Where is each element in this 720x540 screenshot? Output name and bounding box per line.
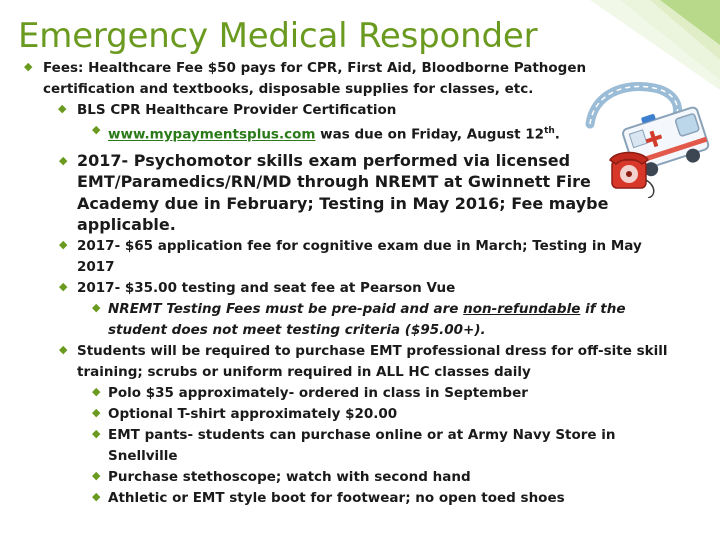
arrow-bullet-icon: ◆ <box>92 426 101 440</box>
arrow-bullet-icon: ◆ <box>59 342 68 356</box>
list-item-pearson: ◆ 2017- $35.00 testing and seat fee at Pearson Vue <box>59 279 456 296</box>
list-item-dress: ◆ Students will be required to purchase EMT professional dress for off-site skill training; scrubs or uniform required in ALL HC classes daily <box>59 342 668 380</box>
slide-content <box>22 58 677 509</box>
list-item-stethoscope: ◆ Purchase stethoscope; watch with second hand <box>92 468 471 485</box>
arrow-bullet-icon: ◆ <box>92 123 101 136</box>
arrow-bullet-icon: ◆ <box>92 405 101 419</box>
payment-link[interactable]: www.mypaymentsplus.com <box>108 126 316 143</box>
list-item-nremt: ◆ NREMT Testing Fees must be pre-paid and are non-refundable if the student does not meet testing criteria ($95.00+). <box>92 300 626 338</box>
arrow-bullet-icon: ◆ <box>92 468 101 482</box>
list-item-polo: ◆ Polo $35 approximately- ordered in class in September <box>92 384 528 401</box>
slide-title: Emergency Medical Responder <box>18 16 538 56</box>
arrow-bullet-icon: ◆ <box>59 237 68 251</box>
list-item-tshirt: ◆ Optional T-shirt approximately $20.00 <box>92 405 398 422</box>
list-item-cognitive: ◆ 2017- $65 application fee for cognitive exam due in March; Testing in May 2017 <box>59 237 642 275</box>
arrow-bullet-icon: ◆ <box>24 60 33 73</box>
list-item-boots: ◆ Athletic or EMT style boot for footwear; no open toed shoes <box>92 489 565 506</box>
arrow-bullet-icon: ◆ <box>92 489 101 503</box>
arrow-bullet-icon: ◆ <box>59 279 68 293</box>
arrow-bullet-icon: ◆ <box>58 102 67 115</box>
list-item-pants: ◆ EMT pants- students can purchase online or at Army Navy Store in Snellville <box>92 426 616 464</box>
arrow-bullet-icon: ◆ <box>92 384 101 398</box>
list-item-fees: ◆ Fees: Healthcare Fee $50 pays for CPR, First Aid, Bloodborne Pathogen certification and textbooks, disposable supplies for classes, etc. <box>24 60 587 97</box>
arrow-bullet-icon: ◆ <box>59 153 68 167</box>
list-item-psychomotor: ◆ 2017- Psychomotor skills exam performed via licensed EMT/Paramedics/RN/MD through NREMT at Gwinnett Fire Academy due in February; Testing in May 2016; Fee maybe applicable. <box>59 150 609 234</box>
list-item-bls: ◆ BLS CPR Healthcare Provider Certification <box>58 102 397 118</box>
list-item-payment: ◆ www.mypaymentsplus.com was due on Friday, August 12th. <box>92 123 560 143</box>
arrow-bullet-icon: ◆ <box>92 300 101 314</box>
